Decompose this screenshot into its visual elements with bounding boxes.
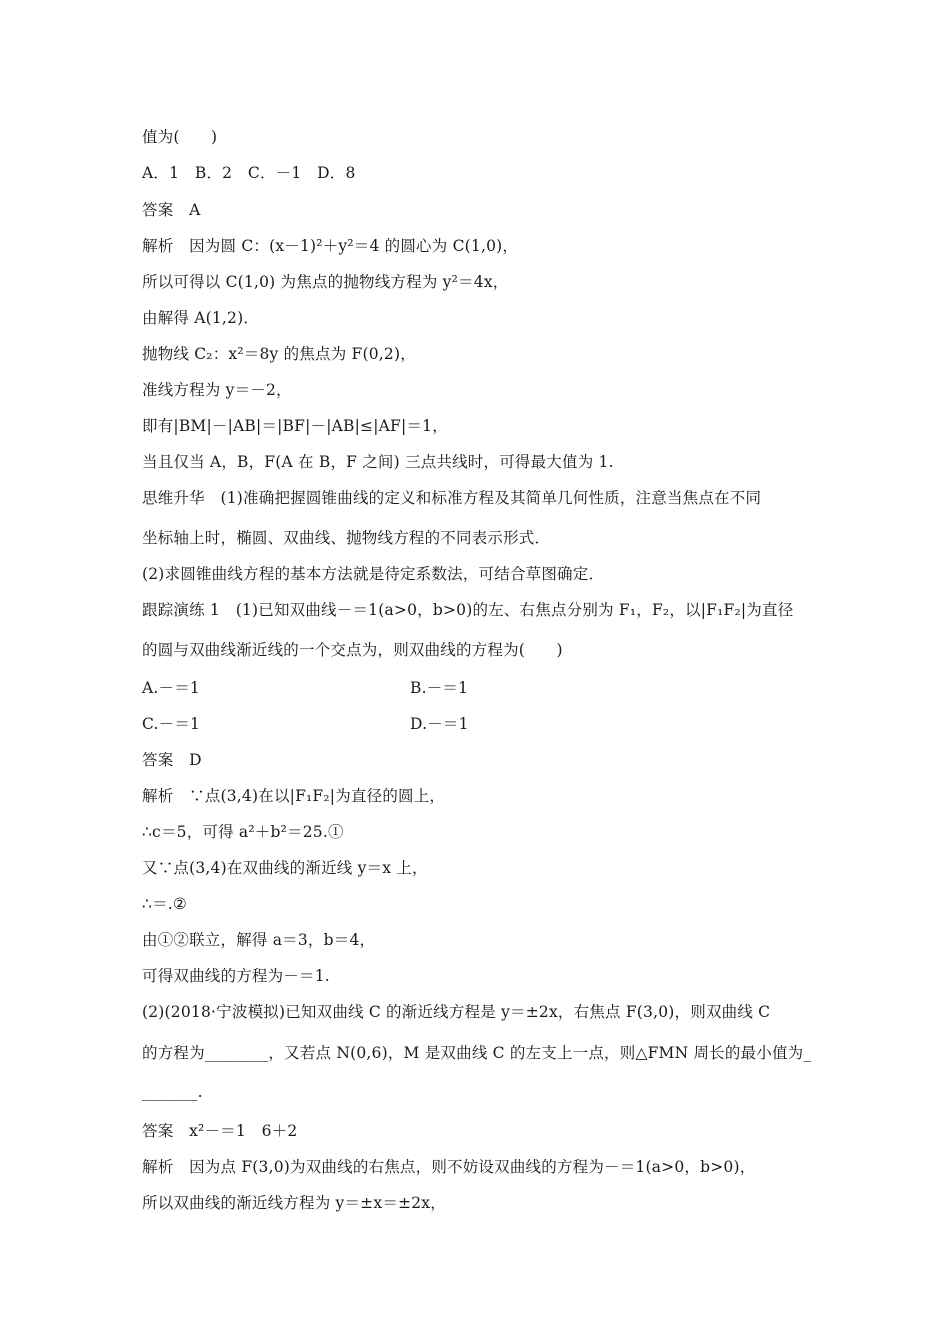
solution-line: 解析 ∵点(3,4)在以|F₁F₂|为直径的圆上， [142, 787, 446, 805]
answer-label: 答案 A [142, 201, 201, 219]
solution-line: 解析 因为点 F(3,0)为双曲线的右焦点，则不妨设双曲线的方程为－＝1(a>0，b>0)， [142, 1158, 756, 1176]
option-b: B.－＝1 [410, 679, 469, 697]
solution-line: 当且仅当 A，B，F(A 在 B，F 之间) 三点共线时，可得最大值为 1. [142, 453, 614, 471]
exercise-line: 的方程为________，又若点 N(0,6)，M 是双曲线 C 的左支上一点，则△FMN 周长的最小值为_ [142, 1044, 812, 1062]
answer-label: 答案 x²－＝1 6＋2 [142, 1122, 298, 1140]
solution-line: 所以可得以 C(1,0) 为焦点的抛物线方程为 y²＝4x， [142, 273, 509, 291]
solution-line: 由①②联立，解得 a＝3，b＝4， [142, 931, 376, 949]
exercise-line: 的圆与双曲线渐近线的一个交点为，则双曲线的方程为( ) [142, 641, 563, 659]
summary-line: 坐标轴上时，椭圆、双曲线、抛物线方程的不同表示形式． [142, 529, 551, 547]
solution-line: 可得双曲线的方程为－＝1. [142, 967, 330, 985]
option-c: C.－＝1 [142, 715, 201, 733]
summary-heading: 思维升华 (1)准确把握圆锥曲线的定义和标准方程及其简单几何性质，注意当焦点在不同 [142, 489, 762, 507]
solution-line: ∴＝.② [142, 895, 187, 913]
option-a: A.－＝1 [142, 679, 200, 697]
solution-line: 解析 因为圆 C：(x－1)²＋y²＝4 的圆心为 C(1,0)， [142, 237, 519, 255]
question-stem-end: 值为( ) [142, 128, 218, 146]
exercise-line: (2)(2018·宁波模拟)已知双曲线 C 的渐近线方程是 y＝±2x，右焦点 F(3,0)，则双曲线 C [142, 1003, 771, 1021]
solution-line: 准线方程为 y＝－2， [142, 381, 292, 399]
solution-line: 由解得 A(1,2)． [142, 309, 260, 327]
solution-line: 即有|BM|－|AB|＝|BF|－|AB|≤|AF|＝1， [142, 417, 448, 435]
solution-line: 抛物线 C₂：x²＝8y 的焦点为 F(0,2)， [142, 345, 416, 363]
answer-label: 答案 D [142, 751, 202, 769]
exercise-heading: 跟踪演练 1 (1)已知双曲线－＝1(a>0，b>0)的左、右焦点分别为 F₁，F₂，以|F₁F₂|为直径 [142, 601, 794, 619]
solution-line: 所以双曲线的渐近线方程为 y＝±x＝±2x， [142, 1194, 446, 1212]
summary-line: (2)求圆锥曲线方程的基本方法就是待定系数法，可结合草图确定． [142, 565, 605, 583]
option-d: D.－＝1 [410, 715, 469, 733]
exercise-line: _______. [142, 1083, 203, 1101]
answer-options: A．1 B．2 C．－1 D．8 [142, 164, 356, 182]
solution-line: 又∵点(3,4)在双曲线的渐近线 y＝x 上， [142, 859, 428, 877]
solution-line: ∴c＝5，可得 a²＋b²＝25.① [142, 823, 344, 841]
